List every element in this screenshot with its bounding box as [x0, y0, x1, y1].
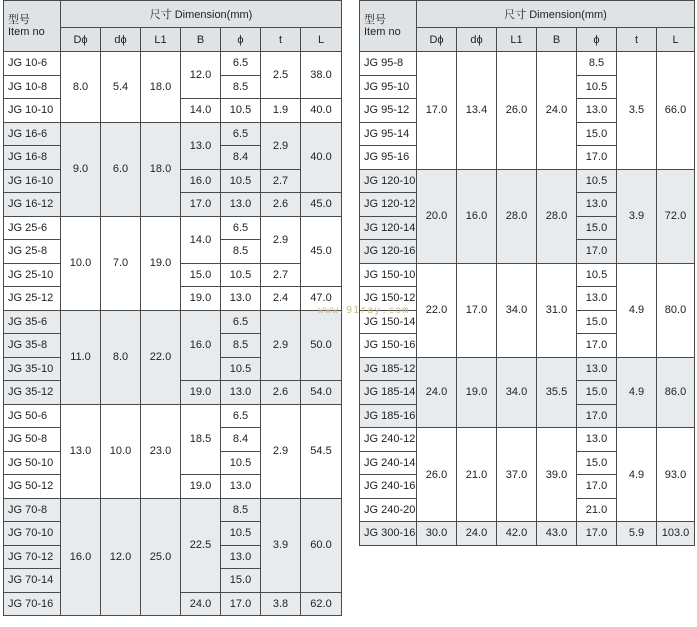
d-cell: 10.0 — [101, 404, 141, 498]
col-header-t: t — [261, 28, 301, 52]
phi-cell: 6.5 — [221, 122, 261, 146]
L1-cell: 25.0 — [141, 498, 181, 616]
d-cell: 8.0 — [101, 310, 141, 404]
phi-cell: 10.5 — [577, 75, 617, 99]
dimension-header: 尺寸 Dimension(mm) — [61, 1, 342, 28]
item-no-header-cn: 型号 — [364, 14, 386, 26]
phi-cell: 8.4 — [221, 146, 261, 170]
table-row — [360, 169, 695, 193]
B-cell: 19.0 — [181, 287, 221, 311]
B-cell: 14.0 — [181, 216, 221, 263]
B-cell: 17.0 — [181, 193, 221, 217]
item-no-header — [4, 1, 61, 52]
model-cell: JG 120-10 — [360, 169, 417, 193]
model-cell: JG 10-6 — [4, 52, 61, 76]
col-header-L: L — [657, 28, 695, 52]
col-header-d: dϕ — [457, 28, 497, 52]
D-cell: 17.0 — [417, 52, 457, 170]
t-cell: 2.4 — [261, 287, 301, 311]
L-cell: 50.0 — [301, 310, 342, 381]
L-cell: 38.0 — [301, 52, 342, 99]
model-cell: JG 16-8 — [4, 146, 61, 170]
table-row — [4, 122, 342, 146]
phi-cell: 10.5 — [221, 357, 261, 381]
L-cell: 45.0 — [301, 193, 342, 217]
phi-cell: 15.0 — [577, 381, 617, 405]
model-cell: JG 10-8 — [4, 75, 61, 99]
model-cell: JG 70-12 — [4, 545, 61, 569]
item-no-header-en: Item no — [8, 26, 45, 38]
phi-cell: 10.5 — [577, 263, 617, 287]
B-cell: 14.0 — [181, 99, 221, 123]
t-cell: 2.9 — [261, 310, 301, 381]
model-cell: JG 120-12 — [360, 193, 417, 217]
D-cell: 16.0 — [61, 498, 101, 616]
d-cell: 6.0 — [101, 122, 141, 216]
L-cell: 62.0 — [301, 592, 342, 616]
spec-table-left — [3, 0, 342, 616]
model-cell: JG 240-20 — [360, 498, 417, 522]
table-row — [360, 428, 695, 452]
phi-cell: 13.0 — [221, 545, 261, 569]
phi-cell: 13.0 — [577, 287, 617, 311]
model-cell: JG 16-12 — [4, 193, 61, 217]
L-cell: 54.0 — [301, 381, 342, 405]
phi-cell: 10.5 — [221, 99, 261, 123]
B-cell: 15.0 — [181, 263, 221, 287]
D-cell: 22.0 — [417, 263, 457, 357]
B-cell: 35.5 — [537, 357, 577, 428]
model-cell: JG 185-16 — [360, 404, 417, 428]
L1-cell: 26.0 — [497, 52, 537, 170]
L1-cell: 42.0 — [497, 522, 537, 546]
L-cell: 54.5 — [301, 404, 342, 498]
phi-cell: 10.5 — [577, 169, 617, 193]
L1-cell: 23.0 — [141, 404, 181, 498]
phi-cell: 8.5 — [577, 52, 617, 76]
D-cell: 26.0 — [417, 428, 457, 522]
t-cell: 3.9 — [261, 498, 301, 592]
model-cell: JG 150-12 — [360, 287, 417, 311]
phi-cell: 10.5 — [221, 522, 261, 546]
L1-cell: 18.0 — [141, 122, 181, 216]
L-cell: 93.0 — [657, 428, 695, 522]
model-cell: JG 240-16 — [360, 475, 417, 499]
model-cell: JG 50-12 — [4, 475, 61, 499]
table-row — [4, 216, 342, 240]
model-cell: JG 70-14 — [4, 569, 61, 593]
B-cell: 39.0 — [537, 428, 577, 522]
model-cell: JG 25-12 — [4, 287, 61, 311]
D-cell: 9.0 — [61, 122, 101, 216]
d-cell: 21.0 — [457, 428, 497, 522]
col-header-B: B — [537, 28, 577, 52]
t-cell: 2.9 — [261, 122, 301, 169]
d-cell: 5.4 — [101, 52, 141, 123]
model-cell: JG 240-12 — [360, 428, 417, 452]
L-cell: 103.0 — [657, 522, 695, 546]
phi-cell: 8.4 — [221, 428, 261, 452]
table-row — [4, 498, 342, 522]
model-cell: JG 10-10 — [4, 99, 61, 123]
model-cell: JG 120-14 — [360, 216, 417, 240]
table-row — [360, 263, 695, 287]
D-cell: 24.0 — [417, 357, 457, 428]
col-header-phi: ϕ — [221, 28, 261, 52]
phi-cell: 17.0 — [577, 404, 617, 428]
item-no-header — [360, 1, 417, 52]
item-no-header-en: Item no — [364, 26, 401, 38]
table-row — [360, 52, 695, 76]
D-cell: 8.0 — [61, 52, 101, 123]
t-cell: 4.9 — [617, 428, 657, 522]
B-cell: 19.0 — [181, 475, 221, 499]
model-cell: JG 70-8 — [4, 498, 61, 522]
L-cell: 45.0 — [301, 216, 342, 287]
L-cell: 47.0 — [301, 287, 342, 311]
B-cell: 43.0 — [537, 522, 577, 546]
t-cell: 1.9 — [261, 99, 301, 123]
model-cell: JG 70-10 — [4, 522, 61, 546]
model-cell: JG 35-6 — [4, 310, 61, 334]
L-cell: 60.0 — [301, 498, 342, 592]
phi-cell: 17.0 — [577, 146, 617, 170]
phi-cell: 8.5 — [221, 75, 261, 99]
t-cell: 2.6 — [261, 193, 301, 217]
L-cell: 40.0 — [301, 99, 342, 123]
model-cell: JG 150-10 — [360, 263, 417, 287]
col-header-d: dϕ — [101, 28, 141, 52]
L1-cell: 28.0 — [497, 169, 537, 263]
phi-cell: 10.5 — [221, 451, 261, 475]
phi-cell: 15.0 — [577, 122, 617, 146]
phi-cell: 13.0 — [577, 357, 617, 381]
spec-table-right — [359, 0, 695, 546]
phi-cell: 6.5 — [221, 404, 261, 428]
model-cell: JG 95-8 — [360, 52, 417, 76]
model-cell: JG 35-10 — [4, 357, 61, 381]
d-cell: 7.0 — [101, 216, 141, 310]
col-header-phi: ϕ — [577, 28, 617, 52]
model-cell: JG 50-8 — [4, 428, 61, 452]
phi-cell: 17.0 — [577, 240, 617, 264]
d-cell: 12.0 — [101, 498, 141, 616]
table-row — [4, 52, 342, 76]
col-header-t: t — [617, 28, 657, 52]
model-cell: JG 240-14 — [360, 451, 417, 475]
table-row — [360, 357, 695, 381]
L-cell: 80.0 — [657, 263, 695, 357]
model-cell: JG 50-10 — [4, 451, 61, 475]
B-cell: 16.0 — [181, 310, 221, 381]
phi-cell: 17.0 — [577, 475, 617, 499]
B-cell: 19.0 — [181, 381, 221, 405]
D-cell: 30.0 — [417, 522, 457, 546]
model-cell: JG 25-6 — [4, 216, 61, 240]
D-cell: 20.0 — [417, 169, 457, 263]
table-row — [4, 310, 342, 334]
t-cell: 3.9 — [617, 169, 657, 263]
model-cell: JG 16-6 — [4, 122, 61, 146]
d-cell: 17.0 — [457, 263, 497, 357]
model-cell: JG 35-8 — [4, 334, 61, 358]
L1-cell: 22.0 — [141, 310, 181, 404]
t-cell: 3.8 — [261, 592, 301, 616]
col-header-L1: L1 — [497, 28, 537, 52]
t-cell: 4.9 — [617, 263, 657, 357]
t-cell: 2.9 — [261, 404, 301, 498]
L-cell: 66.0 — [657, 52, 695, 170]
L-cell: 86.0 — [657, 357, 695, 428]
model-cell: JG 95-12 — [360, 99, 417, 123]
B-cell: 28.0 — [537, 169, 577, 263]
B-cell: 24.0 — [537, 52, 577, 170]
phi-cell: 15.0 — [577, 310, 617, 334]
model-cell: JG 185-14 — [360, 381, 417, 405]
phi-cell: 15.0 — [577, 451, 617, 475]
t-cell: 2.7 — [261, 263, 301, 287]
phi-cell: 10.5 — [221, 263, 261, 287]
model-cell: JG 150-14 — [360, 310, 417, 334]
phi-cell: 13.0 — [221, 475, 261, 499]
table-row — [4, 404, 342, 428]
model-cell: JG 95-10 — [360, 75, 417, 99]
model-cell: JG 120-16 — [360, 240, 417, 264]
B-cell: 18.5 — [181, 404, 221, 475]
model-cell: JG 25-8 — [4, 240, 61, 264]
phi-cell: 8.5 — [221, 334, 261, 358]
phi-cell: 10.5 — [221, 169, 261, 193]
L1-cell: 37.0 — [497, 428, 537, 522]
col-header-D: Dϕ — [61, 28, 101, 52]
model-cell: JG 95-16 — [360, 146, 417, 170]
d-cell: 19.0 — [457, 357, 497, 428]
phi-cell: 17.0 — [577, 522, 617, 546]
phi-cell: 15.0 — [577, 216, 617, 240]
model-cell: JG 25-10 — [4, 263, 61, 287]
L1-cell: 18.0 — [141, 52, 181, 123]
phi-cell: 21.0 — [577, 498, 617, 522]
phi-cell: 13.0 — [221, 381, 261, 405]
t-cell: 2.9 — [261, 216, 301, 263]
t-cell: 4.9 — [617, 357, 657, 428]
model-cell: JG 95-14 — [360, 122, 417, 146]
col-header-L: L — [301, 28, 342, 52]
phi-cell: 8.5 — [221, 498, 261, 522]
phi-cell: 13.0 — [577, 99, 617, 123]
phi-cell: 13.0 — [577, 428, 617, 452]
watermark-text: www.91ray.com — [318, 305, 410, 316]
L1-cell: 34.0 — [497, 357, 537, 428]
model-cell: JG 50-6 — [4, 404, 61, 428]
B-cell: 31.0 — [537, 263, 577, 357]
B-cell: 24.0 — [181, 592, 221, 616]
L1-cell: 34.0 — [497, 263, 537, 357]
L-cell: 40.0 — [301, 122, 342, 193]
t-cell: 2.5 — [261, 52, 301, 99]
table-row — [360, 522, 695, 546]
L-cell: 72.0 — [657, 169, 695, 263]
t-cell: 2.7 — [261, 169, 301, 193]
col-header-L1: L1 — [141, 28, 181, 52]
model-cell: JG 70-16 — [4, 592, 61, 616]
phi-cell: 15.0 — [221, 569, 261, 593]
item-no-header-cn: 型号 — [8, 14, 30, 26]
B-cell: 16.0 — [181, 169, 221, 193]
model-cell: JG 185-12 — [360, 357, 417, 381]
phi-cell: 17.0 — [577, 334, 617, 358]
phi-cell: 13.0 — [577, 193, 617, 217]
d-cell: 13.4 — [457, 52, 497, 170]
dimension-header: 尺寸 Dimension(mm) — [417, 1, 695, 28]
model-cell: JG 16-10 — [4, 169, 61, 193]
B-cell: 13.0 — [181, 122, 221, 169]
t-cell: 2.6 — [261, 381, 301, 405]
model-cell: JG 300-16 — [360, 522, 417, 546]
model-cell: JG 150-16 — [360, 334, 417, 358]
model-cell: JG 35-12 — [4, 381, 61, 405]
D-cell: 11.0 — [61, 310, 101, 404]
t-cell: 5.9 — [617, 522, 657, 546]
phi-cell: 6.5 — [221, 52, 261, 76]
col-header-D: Dϕ — [417, 28, 457, 52]
phi-cell: 17.0 — [221, 592, 261, 616]
phi-cell: 6.5 — [221, 216, 261, 240]
phi-cell: 13.0 — [221, 287, 261, 311]
phi-cell: 6.5 — [221, 310, 261, 334]
col-header-B: B — [181, 28, 221, 52]
B-cell: 12.0 — [181, 52, 221, 99]
d-cell: 16.0 — [457, 169, 497, 263]
t-cell: 3.5 — [617, 52, 657, 170]
D-cell: 10.0 — [61, 216, 101, 310]
phi-cell: 13.0 — [221, 193, 261, 217]
L1-cell: 19.0 — [141, 216, 181, 310]
B-cell: 22.5 — [181, 498, 221, 592]
D-cell: 13.0 — [61, 404, 101, 498]
phi-cell: 8.5 — [221, 240, 261, 264]
d-cell: 24.0 — [457, 522, 497, 546]
